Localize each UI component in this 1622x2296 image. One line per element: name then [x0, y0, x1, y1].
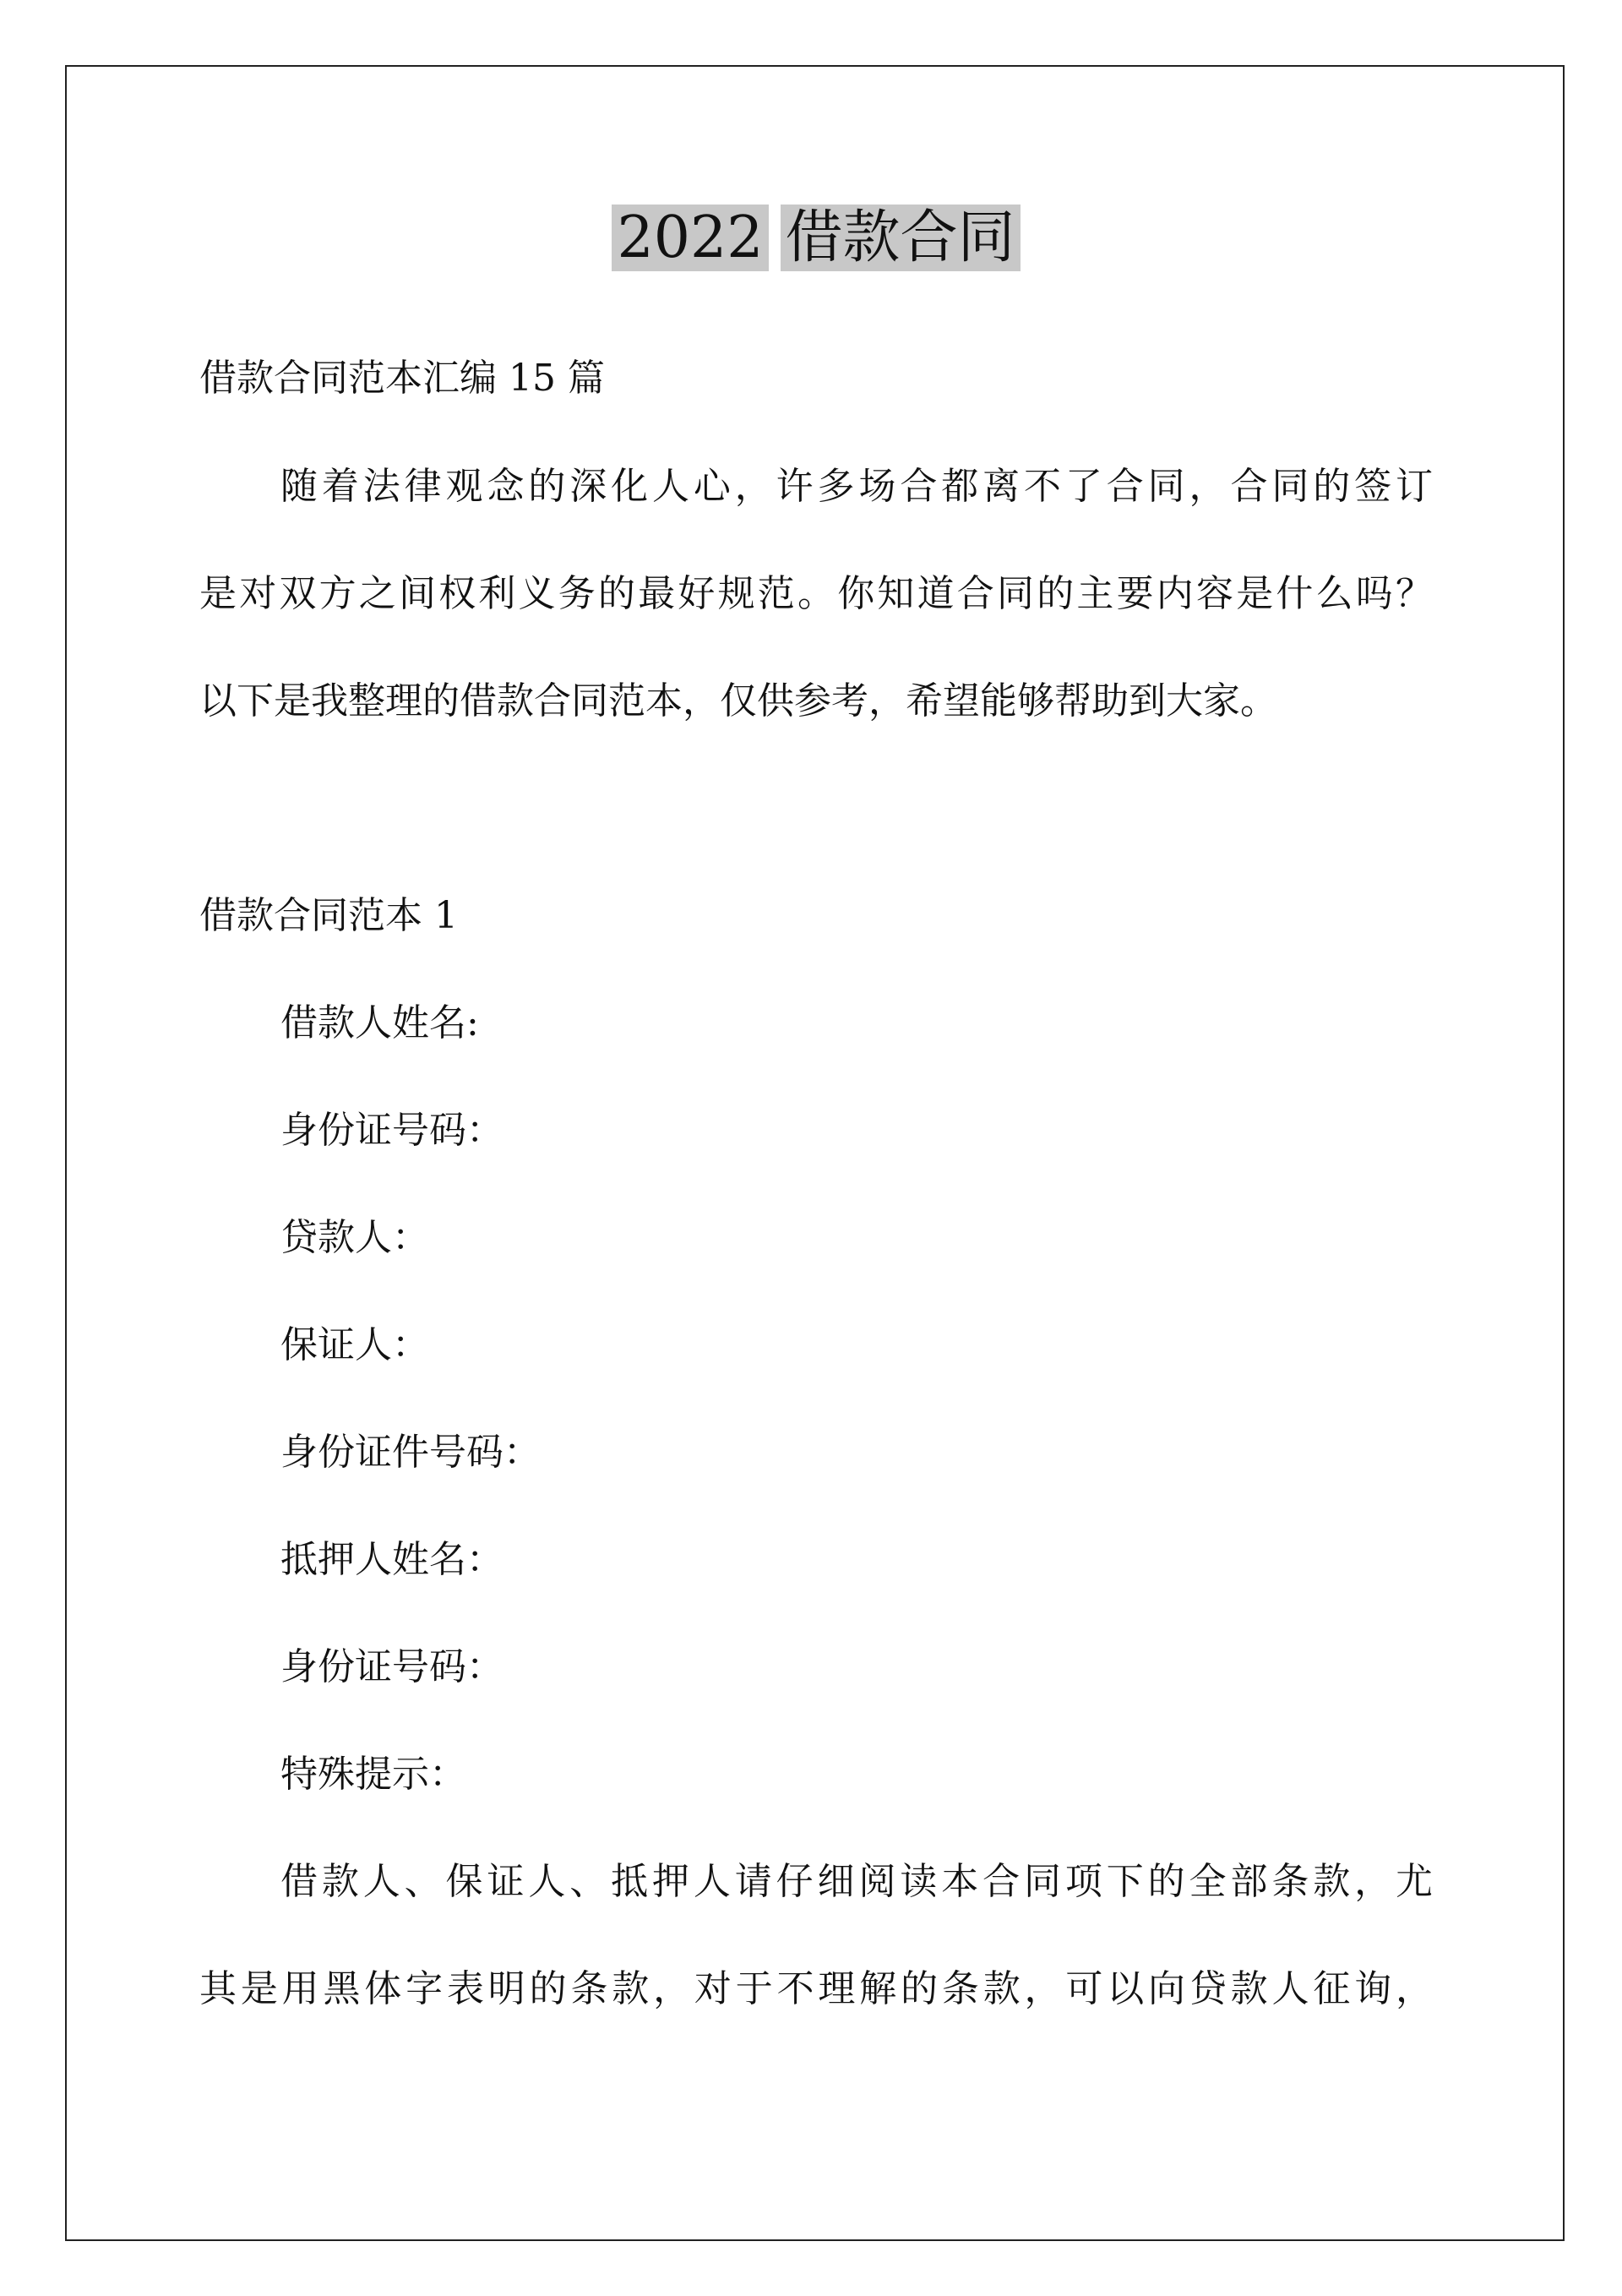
notice-line: 其是用黑体字表明的条款，对于不理解的条款，可以向贷款人征询， [199, 1967, 1433, 2010]
field-special-notice: 特殊提示： [280, 1753, 466, 1796]
subtitle: 借款合同范本汇编 15 篇 [199, 357, 605, 400]
document-title [199, 196, 1433, 281]
notice-line: 借款人、保证人、抵押人请仔细阅读本合同项下的全部条款，尤 [280, 1860, 1433, 1903]
intro-line: 是对双方之间权利义务的最好规范。你知道合同的主要内容是什么吗？ [199, 572, 1433, 615]
field-lender: 贷款人： [280, 1216, 429, 1259]
field-id-number-2: 身份证号码： [280, 1645, 503, 1688]
field-guarantor: 保证人： [280, 1323, 429, 1366]
title-year: 2022 [612, 205, 768, 271]
intro-line: 以下是我整理的借款合同范本，仅供参考，希望能够帮助到大家。 [199, 679, 1277, 723]
field-id-document-number: 身份证件号码： [280, 1431, 541, 1474]
section-heading: 借款合同范本 1 [199, 894, 458, 937]
field-mortgagor-name: 抵押人姓名： [280, 1538, 503, 1581]
title-text: 借款合同 [781, 205, 1021, 271]
field-borrower-name: 借款人姓名: [280, 1001, 479, 1044]
field-id-number: 身份证号码： [280, 1109, 503, 1152]
intro-line: 随着法律观念的深化人心，许多场合都离不了合同，合同的签订 [280, 465, 1433, 508]
